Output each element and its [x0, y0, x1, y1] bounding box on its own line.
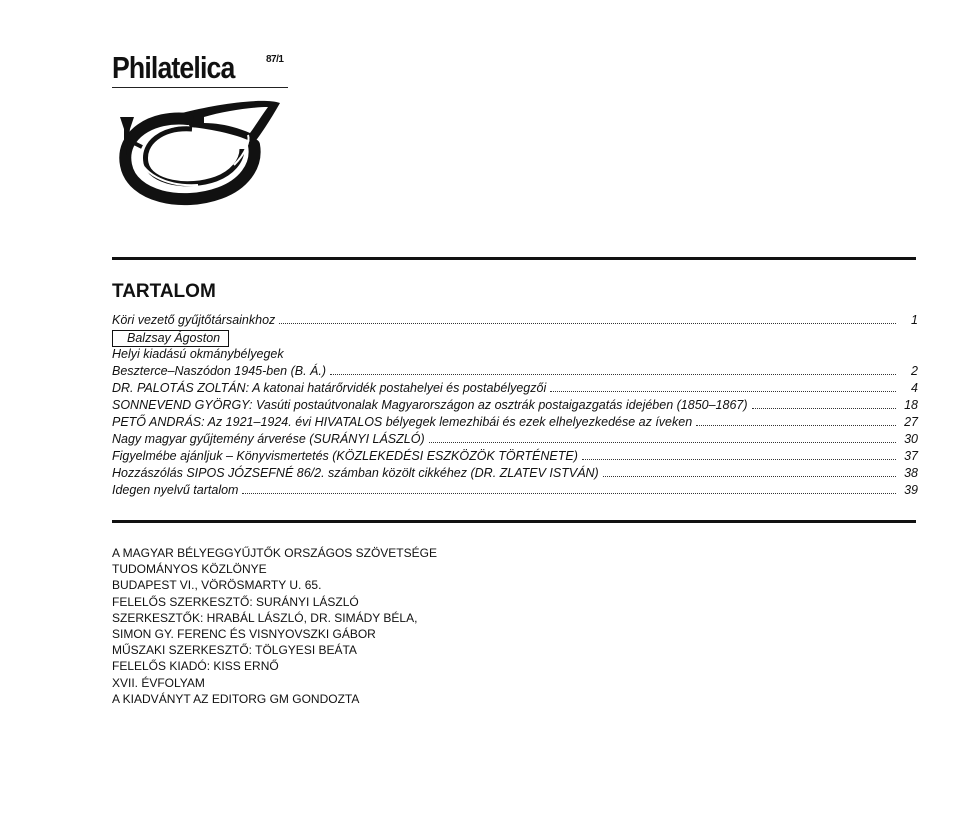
section-divider [112, 257, 916, 260]
toc-entry-page: 39 [904, 483, 918, 497]
imprint-line: A MAGYAR BÉLYEGGYŰJTŐK ORSZÁGOS SZÖVETSÉGE [112, 546, 437, 560]
masthead-rule [112, 87, 288, 88]
toc-entry-title: Helyi kiadású okmánybélyegek [112, 347, 284, 361]
section-divider [112, 520, 916, 523]
leader-dots [242, 493, 896, 494]
issue-number: 87/1 [266, 54, 284, 65]
toc-entry-page: 18 [904, 398, 918, 412]
toc-entry [112, 312, 918, 329]
toc-entry [112, 414, 918, 431]
toc-entry-title: Hozzászólás SIPOS JÓZSEFNÉ 86/2. számban közölt cikkéhez (DR. ZLATEV ISTVÁN) [112, 466, 599, 480]
toc-entry [112, 380, 918, 397]
toc-entry-title: Idegen nyelvű tartalom [112, 483, 239, 497]
imprint-line: A KIADVÁNYT AZ EDITORG GM GONDOZTA [112, 691, 360, 706]
masthead [112, 50, 290, 92]
toc-entry-page: 38 [904, 466, 918, 480]
toc-entry-page: 2 [911, 364, 918, 378]
toc-entry [112, 482, 918, 499]
toc-entry-page: 4 [911, 381, 918, 395]
toc-entry [112, 448, 918, 465]
leader-dots [550, 391, 896, 392]
leader-dots [330, 374, 896, 375]
toc-entry [112, 397, 918, 414]
imprint-line: FELELŐS KIADÓ: KISS ERNŐ [112, 659, 279, 674]
toc-entry-page: 30 [904, 432, 918, 446]
leader-dots [603, 476, 896, 477]
posthorn-logo-icon [112, 95, 282, 210]
toc-entry-page: 27 [904, 415, 918, 429]
imprint-line: FELELŐS SZERKESZTŐ: SURÁNYI LÁSZLÓ [112, 594, 359, 609]
leader-dots [582, 459, 896, 460]
leader-dots [752, 408, 896, 409]
imprint-line: MŰSZAKI SZERKESZTŐ: TÖLGYESI BEÁTA [112, 643, 357, 658]
imprint [112, 545, 437, 707]
toc-entry-title: DR. PALOTÁS ZOLTÁN: A katonai határőrvidék postahelyei és postabélyegzői [112, 381, 547, 395]
toc-entry [112, 431, 918, 448]
toc-entry-title: Figyelmébe ajánljuk – Könyvismertetés (KÖZLEKEDÉSI ESZKÖZÖK TÖRTÉNETE) [112, 449, 578, 463]
leader-dots [429, 442, 896, 443]
imprint-line: BUDAPEST VI., VÖRÖSMARTY U. 65. [112, 578, 322, 593]
toc-entry-page: 37 [904, 449, 918, 463]
masthead-title: Philatelica [112, 50, 235, 85]
imprint-line: TUDOMÁNYOS KÖZLÖNYE [112, 562, 267, 577]
leader-dots [696, 425, 896, 426]
imprint-line: SZERKESZTŐK: HRABÁL LÁSZLÓ, DR. SIMÁDY BÉLA, [112, 610, 418, 625]
imprint-line: XVII. ÉVFOLYAM [112, 675, 205, 690]
leader-dots [279, 323, 896, 324]
toc-entry [112, 465, 918, 482]
toc-entry-title: SONNEVEND GYÖRGY: Vasúti postaútvonalak Magyarországon az osztrák postaigazgatás idejében (1850–1867) [112, 398, 748, 412]
toc-heading: TARTALOM [112, 281, 216, 302]
toc-entry-page: 1 [911, 313, 918, 327]
toc-entry-title: PETŐ ANDRÁS: Az 1921–1924. évi HIVATALOS bélyegek lemezhibái és ezek elhelyezkedése az íveken [112, 415, 693, 429]
toc-entry-title: Köri vezető gyűjtőtársainkhoz [112, 313, 276, 327]
toc-entry-title: Beszterce–Naszódon 1945-ben (B. Á.) [112, 364, 327, 378]
toc-entry [112, 329, 918, 346]
toc-entry-title: Nagy magyar gyűjtemény árverése (SURÁNYI LÁSZLÓ) [112, 432, 425, 446]
author-box: Balzsay Ágoston [112, 330, 229, 347]
toc-entry [112, 363, 918, 380]
table-of-contents [112, 312, 918, 499]
toc-entry [112, 346, 918, 363]
imprint-line: SIMON GY. FERENC ÉS VISNYOVSZKI GÁBOR [112, 627, 376, 642]
